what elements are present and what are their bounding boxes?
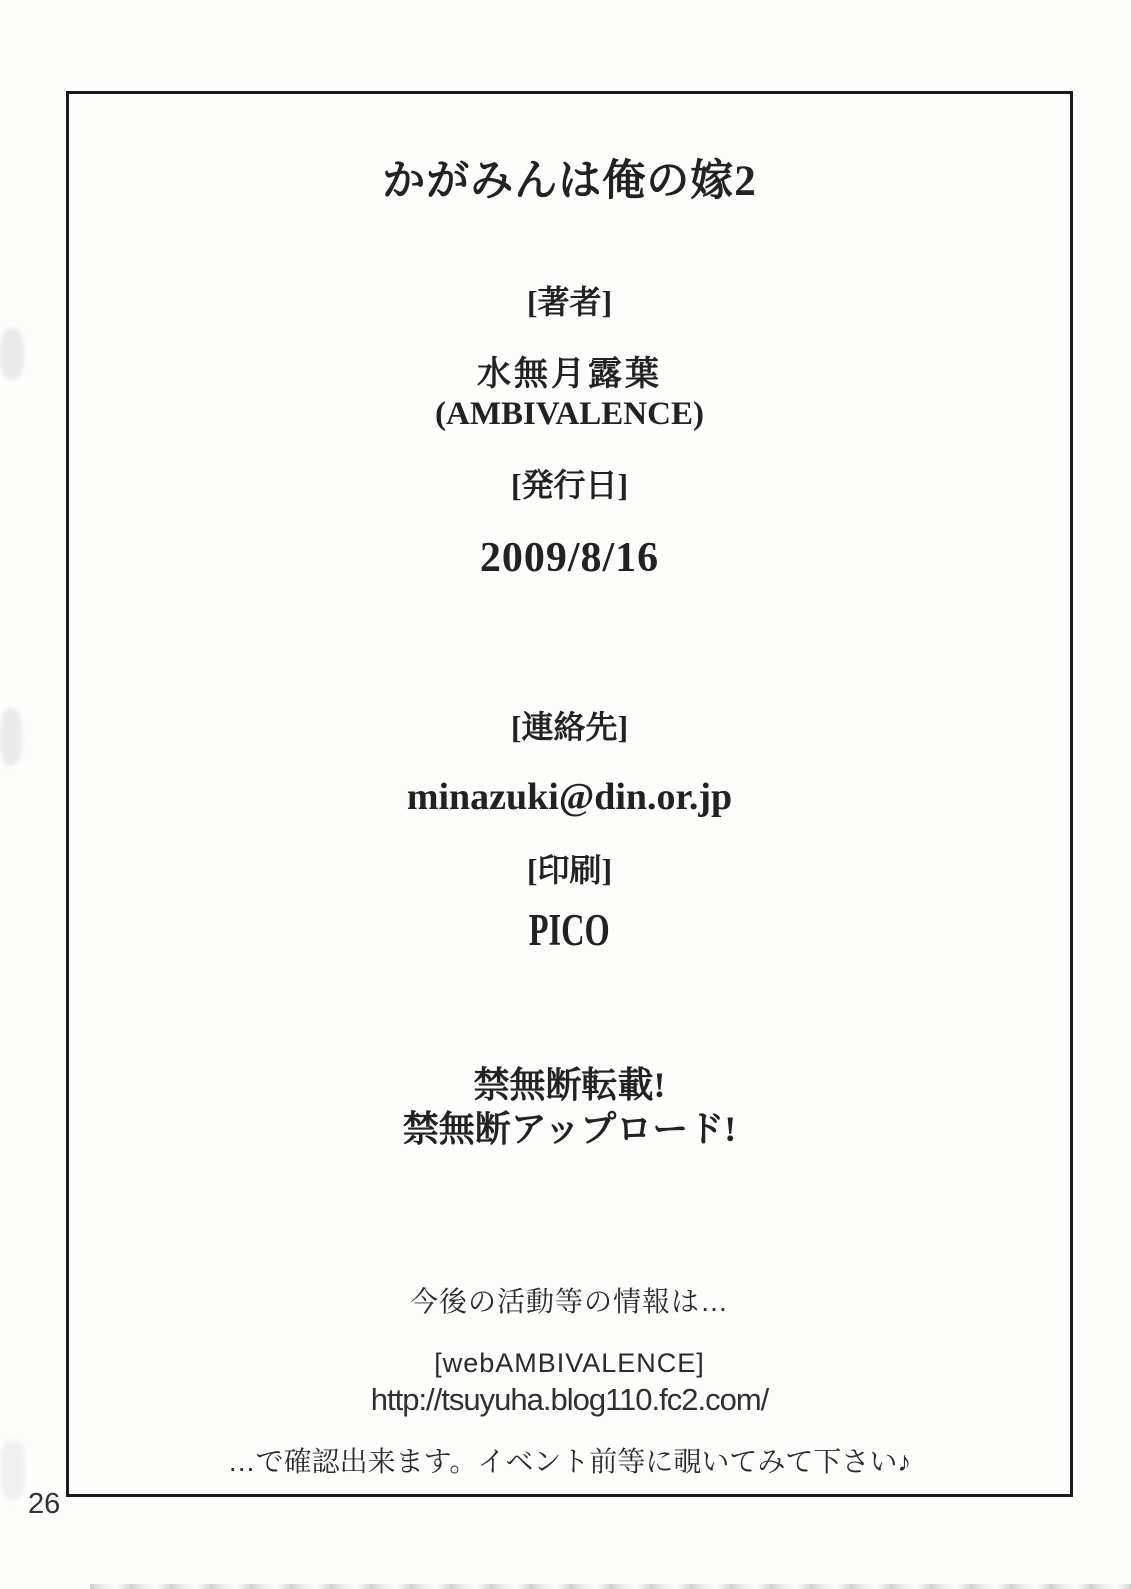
printing-section-label: [印刷] bbox=[526, 852, 613, 888]
page-number: 26 bbox=[28, 1488, 61, 1520]
book-title: かがみんは俺の嫁2 bbox=[382, 158, 757, 205]
copyright-notice-line1: 禁無断転載! bbox=[473, 1065, 666, 1105]
author-section-label: [著者] bbox=[526, 284, 613, 320]
website-label: [webAMBIVALENCE] bbox=[434, 1348, 705, 1378]
scan-edge-noise bbox=[90, 1584, 1131, 1589]
scan-artifact bbox=[0, 328, 24, 380]
publication-date-label: [発行日] bbox=[510, 467, 629, 503]
publication-date: 2009/8/16 bbox=[479, 535, 660, 581]
author-name: 水無月露葉 bbox=[477, 356, 662, 393]
web-info-outro: …で確認出来ます。イベント前等に覗いてみて下さい♪ bbox=[227, 1446, 912, 1477]
author-circle-name: (AMBIVALENCE) bbox=[435, 396, 704, 432]
copyright-notice bbox=[66, 1064, 1073, 1152]
website-url: http://tsuyuha.blog110.fc2.com/ bbox=[370, 1382, 769, 1417]
printer-name bbox=[66, 905, 1073, 955]
web-info-intro: 今後の活動等の情報は… bbox=[409, 1286, 729, 1317]
scan-artifact bbox=[0, 1440, 26, 1500]
copyright-notice-line2: 禁無断アップロード! bbox=[402, 1108, 737, 1149]
scan-artifact bbox=[0, 708, 22, 766]
contact-email: minazuki@din.or.jp bbox=[406, 776, 733, 818]
contact-section-label: [連絡先] bbox=[510, 709, 629, 745]
printer-name-text: PICO bbox=[529, 905, 610, 955]
